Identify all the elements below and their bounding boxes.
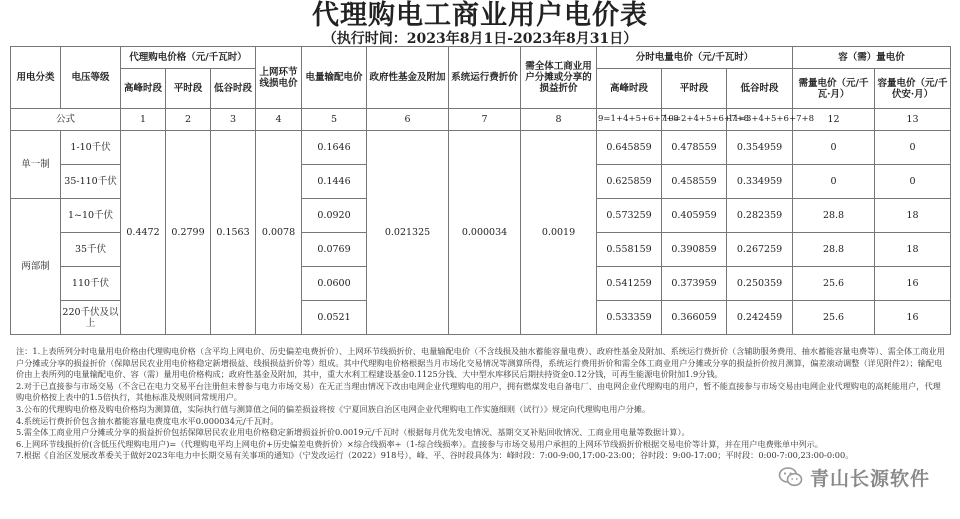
tou-valley-cell: 0.250359	[727, 267, 793, 301]
capacity-cell: 0	[875, 165, 951, 199]
formula-cell: 10=2+4+5+6+7+8	[662, 109, 727, 131]
formula-cell: 6	[367, 109, 449, 131]
capacity-cell: 0	[875, 131, 951, 165]
page-title: 代理购电工商业用户电价表	[312, 0, 648, 31]
demand-cell: 28.8	[793, 199, 875, 233]
header-tou-flat: 平时段	[662, 69, 727, 109]
grid-loss-value: 0.0078	[256, 131, 302, 335]
demand-cell: 0	[793, 131, 875, 165]
note-7: 7.根据《自治区发展改革委关于做好2023年电力中长期交易有关事项的通知》（宁发改运行（2022）918号），峰、平、谷时段具体为：峰时段：7:00-9:00,17:00-23:00；谷时段：9:00-17:00；平时段：0:00-7:00,23:00-0:00。	[16, 450, 854, 461]
capacity-cell: 16	[875, 301, 951, 335]
formula-cell: 13	[875, 109, 951, 131]
voltage-cell: 1-10千伏	[61, 131, 121, 165]
tou-flat-cell: 0.390859	[662, 233, 727, 267]
capacity-cell: 18	[875, 233, 951, 267]
tou-peak-cell: 0.645859	[597, 131, 662, 165]
formula-cell: 7	[449, 109, 521, 131]
agency-flat-value: 0.2799	[166, 131, 211, 335]
header-gov-fund: 政府性基金及附加	[367, 47, 449, 109]
formula-cell: 4	[256, 109, 302, 131]
header-capacity-group: 容（需）量电价	[793, 47, 951, 69]
formula-cell: 12	[793, 109, 875, 131]
voltage-cell: 220千伏及以上	[61, 301, 121, 335]
voltage-cell: 110千伏	[61, 267, 121, 301]
note-2: 2.对于已直接参与市场交易（不含已在电力交易平台注册但未曾参与电力市场交易）在无正当理由情况下改由电网企业代理购电的用户，拥有燃煤发电自备电厂、由电网企业代理购电的用户，暂不能直接参与市场交易由电网企业代理购电的高耗能用户，代理购电价格按上表中的1.5倍执行，其他标准及规则同常规用户。	[16, 380, 941, 403]
header-agency-flat: 平时段	[166, 69, 211, 109]
formula-row	[11, 109, 951, 131]
loss-share-value: 0.0019	[521, 131, 597, 335]
agency-peak-value: 0.4472	[121, 131, 166, 335]
tou-peak-cell: 0.558159	[597, 233, 662, 267]
watermark	[774, 462, 934, 492]
notes-section	[16, 346, 946, 462]
header-agency-valley: 低谷时段	[211, 69, 256, 109]
table-row	[11, 131, 951, 165]
header-voltage: 电压等级	[61, 47, 121, 109]
formula-cell: 8	[521, 109, 597, 131]
formula-cell: 3	[211, 109, 256, 131]
voltage-cell: 35千伏	[61, 233, 121, 267]
capacity-cell: 18	[875, 199, 951, 233]
transmission-cell: 0.0769	[302, 233, 367, 267]
agency-valley-value: 0.1563	[211, 131, 256, 335]
formula-label: 公式	[11, 109, 121, 131]
formula-cell: 5	[302, 109, 367, 131]
wechat-logo-icon	[778, 464, 804, 490]
header-sys-cost: 系统运行费折价	[449, 47, 521, 109]
tou-valley-cell: 0.354959	[727, 131, 793, 165]
transmission-cell: 0.1646	[302, 131, 367, 165]
tou-flat-cell: 0.458559	[662, 165, 727, 199]
note-5: 5.需全体工商业用户分摊或分享的损益折价包括保障居民农业用电价格稳定新增损益折价0.0019元/千瓦时（根据每月优先发电情况、基期交叉补贴回收情况、工商业用电量等数据计算）。	[16, 427, 690, 438]
transmission-cell: 0.0521	[302, 301, 367, 335]
header-demand: 需量电价（元/千瓦·月）	[793, 69, 875, 109]
tou-peak-cell: 0.625859	[597, 165, 662, 199]
tou-peak-cell: 0.573259	[597, 199, 662, 233]
group-single: 单一制	[11, 131, 61, 199]
tou-flat-cell: 0.405959	[662, 199, 727, 233]
header-category: 用电分类	[11, 47, 61, 109]
watermark-text: 青山长源软件	[809, 467, 930, 490]
demand-cell: 0	[793, 165, 875, 199]
note-4: 4.系统运行费折价包含抽水蓄能容量电费度电水平0.000034元/千瓦时。	[16, 415, 279, 426]
header-tou-peak: 高峰时段	[597, 69, 662, 109]
tou-peak-cell: 0.533359	[597, 301, 662, 335]
voltage-cell: 35-110千伏	[61, 165, 121, 199]
tariff-table	[10, 46, 951, 335]
sys-cost-value: 0.000034	[449, 131, 521, 335]
voltage-cell: 1~10千伏	[61, 199, 121, 233]
tou-valley-cell: 0.282359	[727, 199, 793, 233]
tou-peak-cell: 0.541259	[597, 267, 662, 301]
formula-cell: 11=3+4+5+6+7+8	[727, 109, 793, 131]
demand-cell: 25.6	[793, 267, 875, 301]
tou-valley-cell: 0.267259	[727, 233, 793, 267]
header-tou-price: 分时电量电价（元/千瓦时）	[597, 47, 793, 69]
demand-cell: 25.6	[793, 301, 875, 335]
transmission-cell: 0.0600	[302, 267, 367, 301]
tou-flat-cell: 0.373959	[662, 267, 727, 301]
page-subtitle: （执行时间：2023年8月1日-2023年8月31日）	[322, 31, 638, 47]
note-3: 3.公布的代理购电价格及购电价格均为测算值，实际执行值与测算值之间的偏差损益将按《宁夏回族自治区电网企业代理购电工作实施细则（试行）》规定向代理购电用户分摊。	[16, 403, 651, 414]
note-1: 注：1.上表所列分时电量用电价格由代理购电价格（含平均上网电价、历史偏差电费折价）、上网环节线损折价、电量输配电价（不含线损及抽水蓄能容量电费）、政府性基金及附加、系统运行费折价（含辅助服务费用、抽水蓄能容量电费等）、需全体工商业用户分摊或分享的损益折价（保障居民农业用电价格稳定新增损益、线损损益折价等）组成。其中代理购电价格根据当月市场化交易情况等测算所得，系统运行费用折价和需全体工商业用户分摊或分享的损益折价按月测算，偏差滚动调整（详见附件2）；输配电价由上表所列的电量输配电价、容（需）量用电价格构成；政府性基金及附加，其中，重大水利工程建设基金0.1125分钱、大中型水库移民后期扶持资金0.12分钱，可再生能源电价附加1.9分钱。	[16, 346, 945, 380]
transmission-cell: 0.1446	[302, 165, 367, 199]
header-tou-valley: 低谷时段	[727, 69, 793, 109]
group-dual: 两部制	[11, 199, 61, 335]
tou-valley-cell: 0.334959	[727, 165, 793, 199]
tou-flat-cell: 0.366059	[662, 301, 727, 335]
transmission-cell: 0.0920	[302, 199, 367, 233]
header-agency-peak: 高峰时段	[121, 69, 166, 109]
tou-flat-cell: 0.478559	[662, 131, 727, 165]
formula-cell: 9=1+4+5+6+7+8	[597, 109, 662, 131]
header-transmission: 电量输配电价	[302, 47, 367, 109]
demand-cell: 28.8	[793, 233, 875, 267]
note-6: 6.上网环节线损折价(含低压代理购电用户)=（代理购电平均上网电价+历史偏差电费折价）×综合线损率÷（1-综合线损率）。直接参与市场交易用户承担的上网环节线损折价根据交易电价等计算，并在用户电费账单中列示。	[16, 438, 823, 449]
formula-cell: 2	[166, 109, 211, 131]
header-loss-share: 需全体工商业用户分摊或分享的损益折价	[521, 47, 597, 109]
gov-fund-value: 0.021325	[367, 131, 449, 335]
formula-cell: 1	[121, 109, 166, 131]
header-agency-price: 代理购电价格（元/千瓦时）	[121, 47, 256, 69]
header-capacity: 容量电价（元/千伏安·月）	[875, 69, 951, 109]
tou-valley-cell: 0.242459	[727, 301, 793, 335]
capacity-cell: 16	[875, 267, 951, 301]
header-grid-loss: 上网环节线损电价	[256, 47, 302, 109]
